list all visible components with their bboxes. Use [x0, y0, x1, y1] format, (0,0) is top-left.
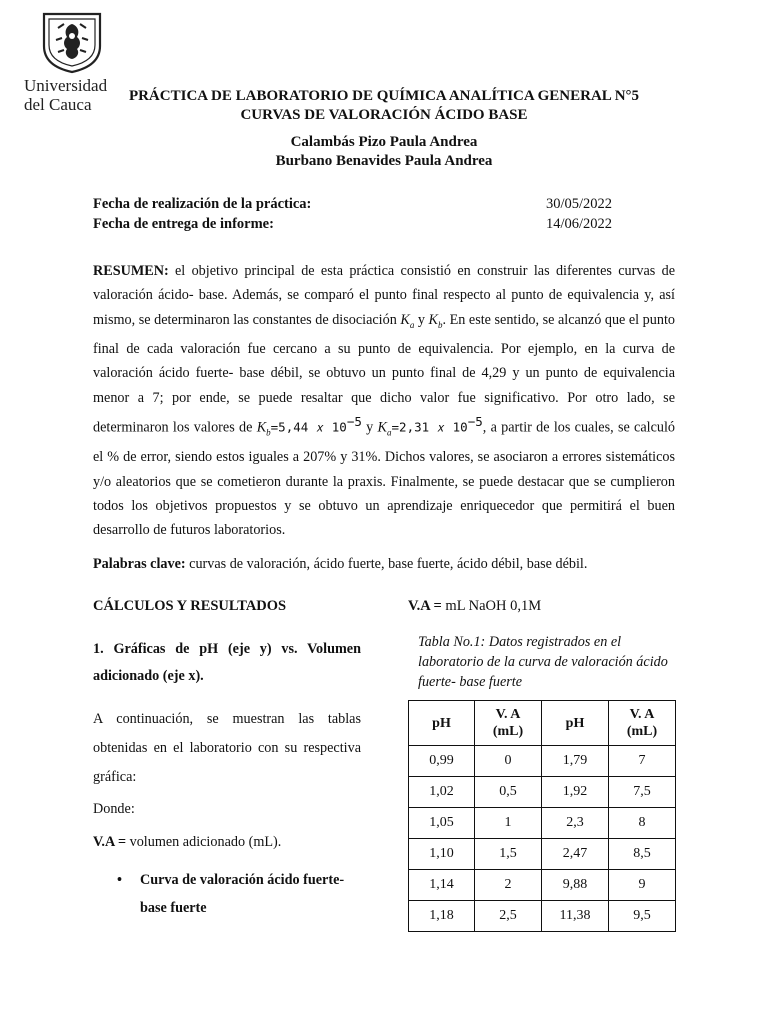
header-ph-1: pH [409, 701, 475, 746]
document-title-line1: PRÁCTICA DE LABORATORIO DE QUÍMICA ANALÍTICA GENERAL N°5 [128, 88, 640, 104]
table-cell: 8 [609, 808, 676, 839]
table-cell: 1,05 [409, 808, 475, 839]
header-va-1-line1: V. A [495, 707, 521, 722]
table-cell: 1,5 [475, 839, 542, 870]
delivery-date-label: Fecha de entrega de informe: [93, 216, 274, 232]
intro-paragraph: A continuación, se muestran las tablas obtenidas en el laboratorio con su respectiva gráfica: [93, 711, 361, 785]
va-units-note [408, 598, 541, 615]
university-name-line1: Universidad [24, 76, 108, 95]
kb-exponent: −5 [346, 414, 362, 430]
table-cell: 9,5 [609, 901, 676, 932]
table-row [409, 870, 676, 901]
realization-date-value: 30/05/2022 [546, 196, 613, 212]
table-cell: 1,79 [542, 746, 609, 777]
va-definition [93, 830, 361, 855]
abstract-and-2: y [361, 420, 378, 436]
table-cell: 11,38 [542, 901, 609, 932]
realization-date-label: Fecha de realización de la práctica: [93, 196, 312, 212]
va-units-label: V.A = [408, 598, 442, 614]
table-cell: 7 [609, 746, 676, 777]
kb-symbol: K [428, 311, 438, 328]
bullet-icon: • [117, 872, 122, 888]
keywords-label: Palabras clave: [93, 556, 186, 572]
kb-subscript-2: b [266, 427, 271, 438]
header-ph-2: pH [542, 701, 609, 746]
table-cell: 0 [475, 746, 542, 777]
bullet-item [93, 866, 361, 922]
header-va-2-line2: (mL) [626, 724, 658, 739]
ka-exponent: −5 [467, 414, 483, 430]
table-cell: 1,18 [409, 901, 475, 932]
document-title-line2: CURVAS DE VALORACIÓN ÁCIDO BASE [240, 107, 528, 123]
author-1: Calambás Pizo Paula Andrea [290, 134, 478, 150]
titration-data-table [408, 700, 676, 932]
delivery-date-value: 14/06/2022 [546, 216, 613, 232]
table-cell: 2,3 [542, 808, 609, 839]
bullet-text: Curva de valoración ácido fuerte- base fuerte [140, 872, 345, 916]
abstract-text-2: . En este sentido, se alcanzó que el punto final de cada valoración fue cercano a su punto de equivalencia. Por ejemplo, en la curva de valoración ácido fuerte- base débil, se obtuvo un punto final de 4,29 y un punto de equivalencia menor a 7; por ende, se puede resaltar que dicho valor fue significativo. Por otro lado, se determinaron los valores de [93, 311, 675, 436]
section-heading: CÁLCULOS Y RESULTADOS [93, 598, 287, 614]
table-cell: 2,5 [475, 901, 542, 932]
abstract-text-1: el objetivo principal de esta práctica consistió en construir las diferentes curvas de valoración ácido- base. Además, se comparó el punto final respecto al punto de equivalencia y, así mismo, se determinaron las constantes de disociación [93, 263, 675, 328]
table-cell: 8,5 [609, 839, 676, 870]
table-cell: 0,5 [475, 777, 542, 808]
va-definition-label: V.A = [93, 834, 127, 850]
table-row [409, 777, 676, 808]
ka-value: =2,31 𝑥 10 [391, 420, 468, 435]
table-cell: 1 [475, 808, 542, 839]
va-units-text: mL NaOH 0,1M [441, 598, 542, 614]
ka-symbol-2: K [377, 420, 388, 436]
bullet-list [93, 866, 361, 922]
table-row [409, 746, 676, 777]
kb-value: =5,44 𝑥 10 [270, 420, 347, 435]
table-header-row [409, 701, 676, 746]
ka-subscript-2: a [387, 427, 392, 438]
donde-label: Donde: [93, 801, 135, 817]
header-va-2 [609, 701, 676, 746]
table-cell: 9 [609, 870, 676, 901]
abstract-and: y [414, 311, 429, 328]
keywords-text: curvas de valoración, ácido fuerte, base fuerte, ácido débil, base débil. [185, 556, 588, 572]
kb-symbol-2: K [256, 420, 267, 436]
header-va-2-line1: V. A [629, 707, 655, 722]
abstract [93, 259, 675, 543]
kb-subscript: b [438, 319, 443, 330]
table-row [409, 808, 676, 839]
university-name-line2: del Cauca [24, 95, 92, 114]
header-va-1 [475, 701, 542, 746]
table-cell: 2,47 [542, 839, 609, 870]
va-definition-text: volumen adicionado (mL). [126, 834, 282, 850]
header-va-1-line2: (mL) [492, 724, 524, 739]
ka-symbol: K [400, 311, 410, 328]
table-cell: 1,14 [409, 870, 475, 901]
university-seal-icon [36, 10, 108, 74]
table-cell: 1,92 [542, 777, 609, 808]
abstract-label: RESUMEN: [93, 263, 169, 279]
table-cell: 1,10 [409, 839, 475, 870]
ka-subscript: a [409, 319, 415, 330]
table-cell: 2 [475, 870, 542, 901]
subheading-graphs: 1. Gráficas de pH (eje y) vs. Volumen adicionado (eje x). [93, 641, 361, 684]
keywords [93, 556, 587, 573]
table-row [409, 901, 676, 932]
table-caption: Tabla No.1: Datos registrados en el laboratorio de la curva de valoración ácido fuerte- base fuerte [418, 634, 668, 690]
author-2: Burbano Benavides Paula Andrea [275, 153, 493, 169]
table-row [409, 839, 676, 870]
table-cell: 0,99 [409, 746, 475, 777]
abstract-text-3: , a partir de los cuales, se calculó el % de error, siendo estos iguales a 207% y 31%. Dichos valores, se asociaron a errores sistemáticos y/o aleatorios que se cometieron durante la praxis. Finalmente, se puede destacar que se cumplieron todos los objetivos propuestos y se obtuvo un aprendizaje enriquecedor que permitirá el buen desarrollo de futuros laboratorios. [93, 420, 676, 539]
table-cell: 9,88 [542, 870, 609, 901]
table-cell: 1,02 [409, 777, 475, 808]
table-cell: 7,5 [609, 777, 676, 808]
